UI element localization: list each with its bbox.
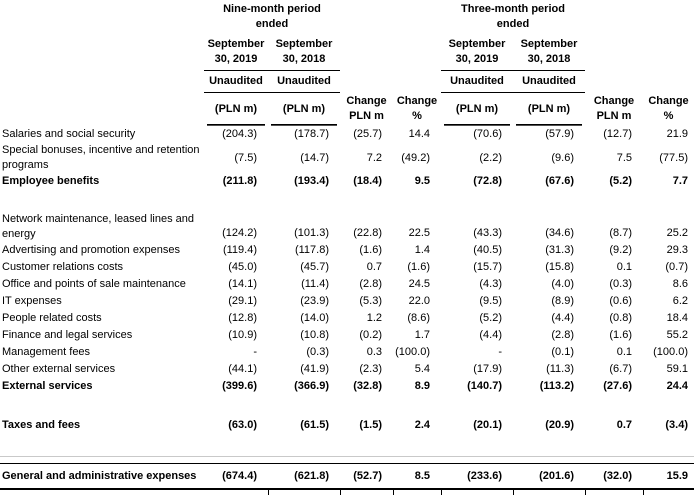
cell-value: 14.4: [408, 128, 430, 140]
cell-value: -: [253, 346, 257, 358]
cell-value: 0.3: [366, 346, 382, 358]
table-row: [0, 344, 694, 361]
cell-value: 5.4: [414, 363, 430, 375]
cell-value: (15.7): [473, 261, 502, 273]
total-value: (233.6): [441, 464, 513, 490]
cell-value: (14.7): [300, 151, 329, 164]
cell-value: 29.3: [666, 244, 688, 256]
header-group-row: [0, 0, 694, 33]
cell-value: (1.5): [359, 419, 382, 431]
row-label: Other external services: [2, 363, 116, 375]
table-row: [0, 378, 694, 395]
cell-value: (124.2): [222, 227, 257, 239]
cell-value: 1.7: [414, 329, 430, 341]
cell-value: (204.3): [222, 128, 257, 140]
cell-value: (67.6): [545, 175, 574, 187]
header-unit-pln: (PLN m): [268, 93, 340, 127]
cell-value: 7.2: [366, 151, 382, 164]
table-row: [0, 242, 694, 259]
header-unaudited-row: [0, 71, 694, 93]
tick-cell: [441, 489, 513, 495]
row-label: IT expenses: [2, 295, 62, 307]
cell-value: (10.9): [228, 329, 257, 341]
row-label: Taxes and fees: [2, 419, 81, 431]
spacer-cell: [0, 395, 694, 417]
cell-value: 24.5: [408, 278, 430, 290]
tick-cell: [268, 489, 340, 495]
cell-value: (193.4): [294, 175, 329, 187]
cell-value: 0.1: [616, 346, 632, 358]
table-row: [0, 327, 694, 344]
header-empty: [0, 33, 204, 71]
cell-value: 8.9: [414, 380, 430, 392]
cell-value: (63.0): [228, 419, 257, 431]
cell-value: (45.7): [300, 261, 329, 273]
tick-cell: [204, 489, 268, 495]
row-label: Office and points of sale maintenance: [2, 278, 186, 290]
table-row: [0, 310, 694, 327]
row-label: Salaries and social security: [2, 128, 136, 140]
cell-value: 0.1: [616, 261, 632, 273]
cell-value: (101.3): [294, 227, 329, 239]
cell-value: (140.7): [467, 380, 502, 392]
cell-value: (4.0): [551, 278, 574, 290]
header-group-nine-month: Nine-month period ended: [223, 2, 321, 30]
cell-value: (0.7): [665, 261, 688, 273]
total-value: (201.6): [513, 464, 585, 490]
tick-cell: [393, 489, 441, 495]
row-label: Employee benefits: [2, 175, 100, 187]
cell-value: (0.8): [609, 312, 632, 324]
cell-value: (0.3): [306, 346, 329, 358]
cell-value: 0.7: [366, 261, 382, 273]
header-empty: [0, 0, 204, 33]
header-empty: [0, 71, 204, 93]
cell-value: 24.4: [666, 380, 688, 392]
cell-value: (77.5): [659, 151, 688, 164]
cell-value: -: [498, 346, 502, 358]
total-label: General and administrative expenses: [0, 464, 204, 490]
gray-rule-row: [0, 434, 694, 457]
header-unit-row: [0, 93, 694, 127]
cell-value: (4.3): [479, 278, 502, 290]
cell-value: (100.0): [395, 346, 430, 358]
cell-value: (11.4): [301, 278, 329, 290]
header-date-nine-2018: September 30, 2018: [268, 33, 340, 71]
cell-value: (1.6): [407, 261, 430, 273]
header-empty: [340, 71, 441, 93]
cell-value: (57.9): [545, 128, 574, 140]
header-group-three-month: Three-month period ended: [461, 2, 565, 30]
cell-value: 7.7: [672, 175, 688, 187]
header-empty: [585, 71, 694, 93]
cell-value: (3.4): [665, 419, 688, 431]
cell-value: (100.0): [653, 346, 688, 358]
cell-value: (41.9): [300, 363, 329, 375]
cell-value: (0.2): [359, 329, 382, 341]
header-unit-pln: (PLN m): [204, 93, 268, 127]
cell-value: 8.6: [672, 278, 688, 290]
gray-rule: [0, 434, 694, 457]
cell-value: (20.1): [473, 419, 502, 431]
cell-value: (22.8): [353, 227, 382, 239]
table-row: [0, 143, 694, 173]
cell-value: (31.3): [545, 244, 574, 256]
tick-cell: [340, 489, 393, 495]
cell-value: (178.7): [294, 128, 329, 140]
header-empty: [585, 33, 694, 71]
cell-value: (5.2): [479, 312, 502, 324]
cell-value: (12.8): [228, 312, 257, 324]
header-unit-pln: (PLN m): [441, 93, 513, 127]
header-change-pln: Change PLN m: [593, 95, 635, 123]
cell-value: (119.4): [222, 244, 257, 256]
header-dates-row: [0, 33, 694, 71]
header-empty: [0, 93, 204, 127]
gap-row: [0, 457, 694, 464]
cell-value: 59.1: [666, 363, 688, 375]
table-row: [0, 126, 694, 143]
header-date-nine-2019: September 30, 2019: [204, 33, 268, 71]
row-label: People related costs: [2, 312, 102, 324]
cell-value: 25.2: [666, 227, 688, 239]
total-value: (32.0): [585, 464, 643, 490]
table-footer: [0, 434, 694, 495]
cell-value: (1.6): [609, 329, 632, 341]
spacer-row: [0, 190, 694, 212]
total-value: (621.8): [268, 464, 340, 490]
cell-value: (12.7): [603, 128, 632, 140]
table-row: [0, 361, 694, 378]
cell-value: (20.9): [545, 419, 574, 431]
cell-value: (34.6): [545, 227, 574, 239]
cell-value: (43.3): [473, 227, 502, 239]
row-label: External services: [2, 380, 93, 392]
cell-value: (2.8): [551, 329, 574, 341]
cell-value: (9.2): [609, 244, 632, 256]
cell-value: (11.3): [546, 363, 574, 375]
header-unaudited: Unaudited: [441, 71, 513, 93]
cell-value: (32.8): [353, 380, 382, 392]
row-label: Advertising and promotion expenses: [2, 244, 180, 256]
cell-value: (5.3): [359, 295, 382, 307]
cell-value: (6.7): [609, 363, 632, 375]
cell-value: (18.4): [353, 175, 382, 187]
cell-value: (117.8): [294, 244, 329, 256]
cell-value: (8.6): [407, 312, 430, 324]
header-unaudited: Unaudited: [513, 71, 585, 93]
cell-value: 9.5: [414, 175, 430, 187]
table-row: [0, 212, 694, 242]
cell-value: (399.6): [222, 380, 257, 392]
row-label: Finance and legal services: [2, 329, 133, 341]
row-label: Customer relations costs: [2, 261, 124, 273]
cell-value: 18.4: [666, 312, 688, 324]
row-label: Special bonuses, incentive and retention programs: [2, 144, 200, 171]
cell-value: (4.4): [479, 329, 502, 341]
table-row: [0, 293, 694, 310]
tick-cell: [0, 489, 204, 495]
cell-value: (2.2): [479, 151, 502, 164]
cell-value: (61.5): [300, 419, 329, 431]
cell-value: (1.6): [359, 244, 382, 256]
header-empty: [340, 0, 441, 33]
cell-value: (211.8): [222, 175, 257, 187]
header-empty: [585, 0, 694, 33]
header-change-percent: Change %: [396, 95, 438, 123]
cell-value: 7.5: [616, 151, 632, 164]
cell-value: (70.6): [473, 128, 502, 140]
cell-value: 22.0: [408, 295, 430, 307]
cell-value: (9.5): [479, 295, 502, 307]
header-date-three-2019: September 30, 2019: [441, 33, 513, 71]
tick-cell: [585, 489, 643, 495]
table-row: [0, 417, 694, 434]
cell-value: (8.7): [609, 227, 632, 239]
table-row: [0, 276, 694, 293]
cell-value: 1.4: [414, 244, 430, 256]
gap: [0, 457, 694, 464]
cell-value: (45.0): [228, 261, 257, 273]
tick-cell: [643, 489, 694, 495]
spacer-cell: [0, 190, 694, 212]
cell-value: (15.8): [545, 261, 574, 273]
cell-value: (8.9): [551, 295, 574, 307]
cell-value: (2.3): [359, 363, 382, 375]
row-label: Network maintenance, leased lines and energy: [2, 213, 195, 240]
cell-value: (27.6): [603, 380, 632, 392]
cell-value: (0.6): [609, 295, 632, 307]
header-change-percent: Change %: [648, 95, 689, 123]
cell-value: (29.1): [228, 295, 257, 307]
cell-value: (7.5): [234, 151, 257, 164]
cell-value: (366.9): [294, 380, 329, 392]
cell-value: (4.4): [551, 312, 574, 324]
table-body: [0, 126, 694, 434]
column-ticks-row: [0, 489, 694, 495]
cell-value: (5.2): [609, 175, 632, 187]
total-value: (674.4): [204, 464, 268, 490]
cell-value: 6.2: [672, 295, 688, 307]
table-header: [0, 0, 694, 126]
cell-value: (25.7): [353, 128, 382, 140]
cell-value: (113.2): [539, 380, 574, 392]
cell-value: (44.1): [228, 363, 257, 375]
cell-value: (10.8): [300, 329, 329, 341]
cell-value: (49.2): [401, 151, 430, 164]
header-unaudited: Unaudited: [204, 71, 268, 93]
table-row: [0, 259, 694, 276]
cell-value: (14.0): [300, 312, 329, 324]
cell-value: (0.1): [551, 346, 574, 358]
total-row: [0, 464, 694, 490]
cell-value: (0.3): [609, 278, 632, 290]
cell-value: (17.9): [473, 363, 502, 375]
cell-value: (9.6): [551, 151, 574, 164]
total-value: 8.5: [393, 464, 441, 490]
cell-value: 21.9: [666, 128, 688, 140]
total-value: 15.9: [643, 464, 694, 490]
cell-value: 55.2: [666, 329, 688, 341]
tick-cell: [513, 489, 585, 495]
cell-value: (72.8): [473, 175, 502, 187]
cell-value: (2.8): [359, 278, 382, 290]
header-unit-pln: (PLN m): [513, 93, 585, 127]
spacer-row: [0, 395, 694, 417]
header-change-pln: Change PLN m: [346, 95, 387, 123]
total-value: (52.7): [340, 464, 393, 490]
cell-value: (14.1): [228, 278, 257, 290]
header-empty: [340, 33, 441, 71]
cell-value: 22.5: [408, 227, 430, 239]
cell-value: 1.2: [366, 312, 382, 324]
row-label: Management fees: [2, 346, 91, 358]
header-date-three-2018: September 30, 2018: [513, 33, 585, 71]
cell-value: (23.9): [300, 295, 329, 307]
table-row: [0, 173, 694, 190]
cell-value: 0.7: [616, 419, 632, 431]
cell-value: (40.5): [473, 244, 502, 256]
cell-value: 2.4: [414, 419, 430, 431]
header-unaudited: Unaudited: [268, 71, 340, 93]
